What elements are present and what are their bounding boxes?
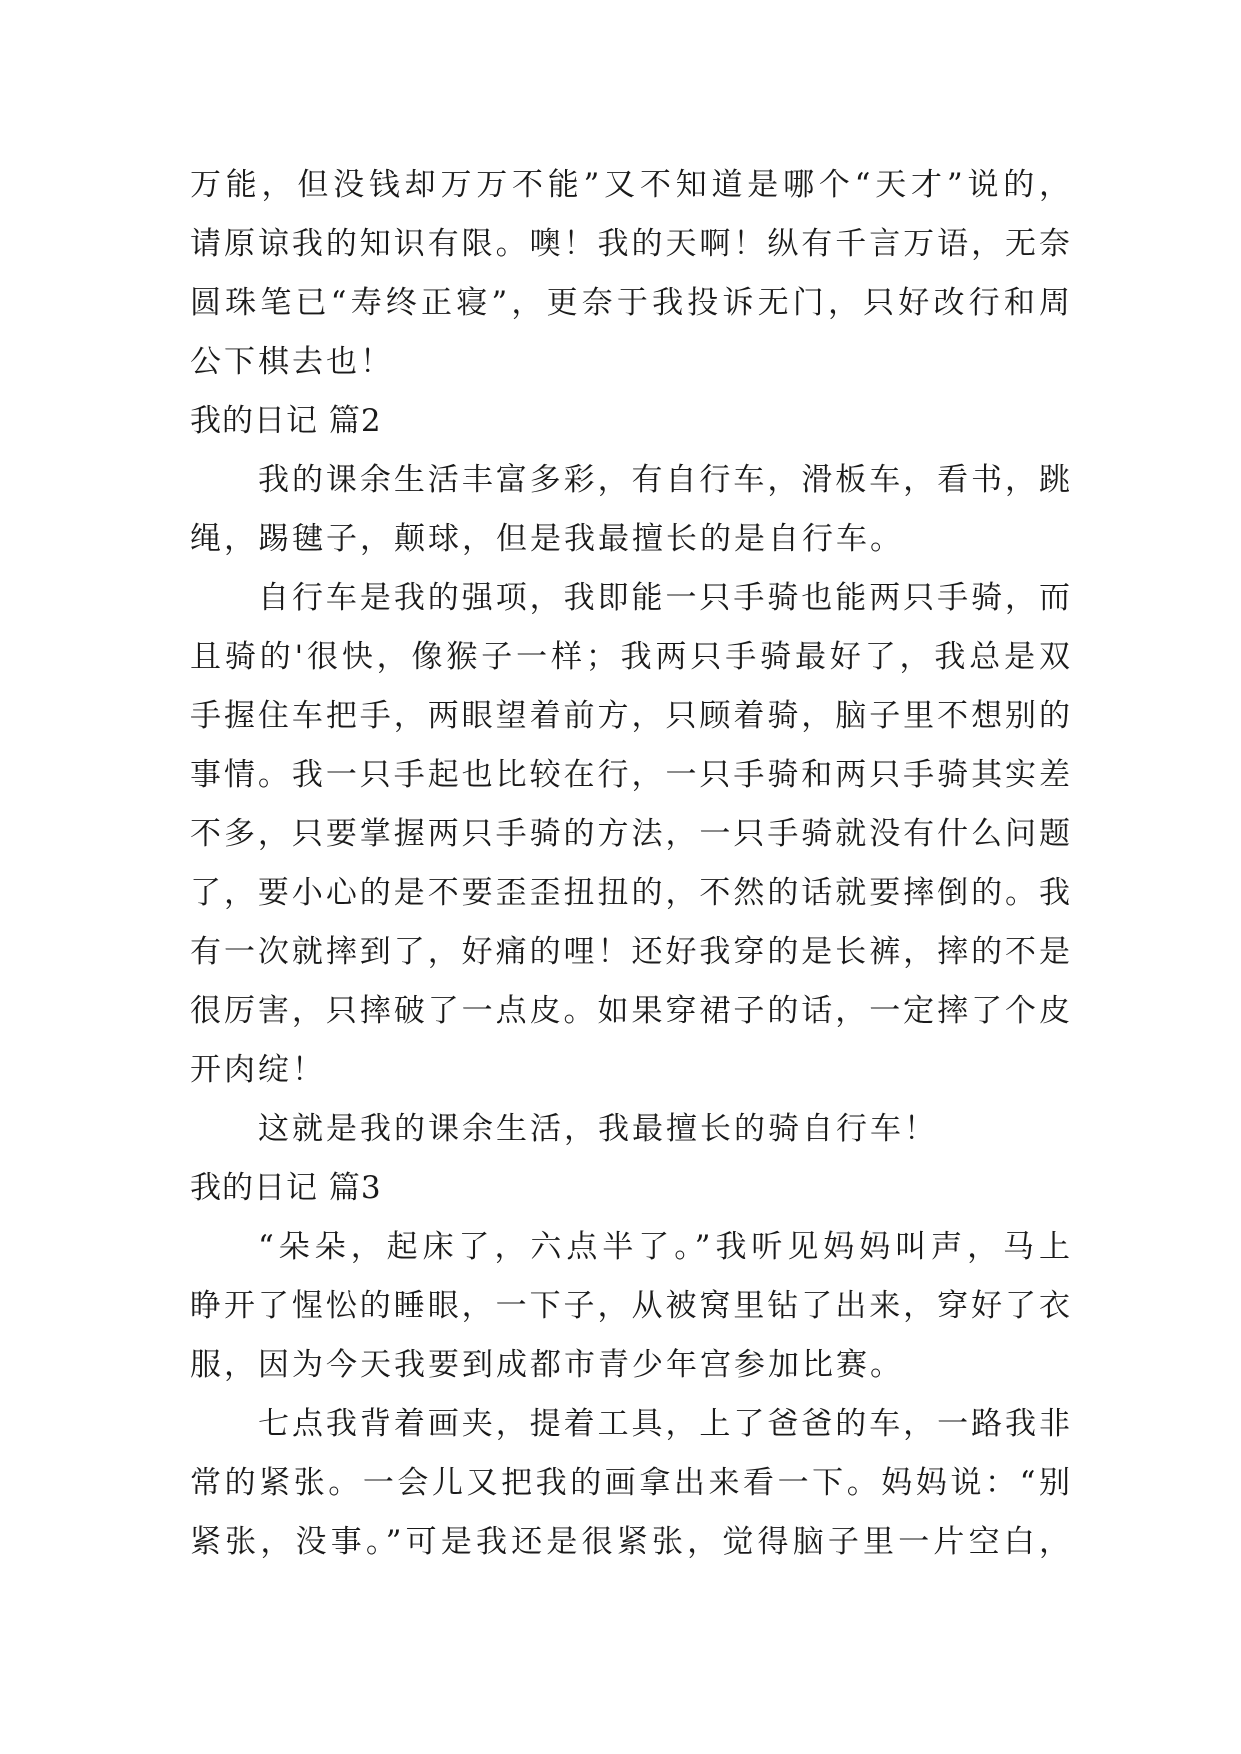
text-line: 我的课余生活丰富多彩，有自行车，滑板车，看书，跳 (258, 462, 1070, 498)
text-line: 很厉害，只摔破了一点皮。如果穿裙子的话，一定摔了个皮 (190, 993, 1070, 1029)
text-line: 七点我背着画夹，提着工具，上了爸爸的车，一路我非 (258, 1406, 1070, 1442)
text-line: 这就是我的课余生活，我最擅长的骑自行车！ (258, 1111, 938, 1147)
text-line: “朵朵，起床了，六点半了。”我听见妈妈叫声，马上 (258, 1229, 1070, 1265)
text-line: 且骑的'很快，像猴子一样；我两只手骑最好了，我总是双 (190, 639, 1070, 675)
text-line: 睁开了惺忪的睡眼，一下子，从被窝里钻了出来，穿好了衣 (190, 1288, 1070, 1324)
text-line: 事情。我一只手起也比较在行，一只手骑和两只手骑其实差 (190, 757, 1070, 793)
document-body (190, 156, 1070, 1572)
section-heading-2: 我的日记 篇2 (190, 403, 382, 439)
text-line: 绳，踢毽子，颠球，但是我最擅长的是自行车。 (190, 521, 904, 557)
text-line: 自行车是我的强项，我即能一只手骑也能两只手骑，而 (258, 580, 1070, 616)
text-line: 开肉绽！ (190, 1052, 326, 1088)
text-line: 不多，只要掌握两只手骑的方法，一只手骑就没有什么问题 (190, 816, 1070, 852)
text-line: 公下棋去也！ (190, 344, 394, 380)
text-line: 请原谅我的知识有限。噢！我的天啊！纵有千言万语，无奈 (190, 226, 1070, 262)
section-heading-3: 我的日记 篇3 (190, 1170, 382, 1206)
text-line: 万能，但没钱却万万不能”又不知道是哪个“天才”说的， (190, 167, 1070, 203)
text-line: 有一次就摔到了，好痛的哩！还好我穿的是长裤，摔的不是 (190, 934, 1070, 970)
text-line: 常的紧张。一会儿又把我的画拿出来看一下。妈妈说：“别 (190, 1465, 1070, 1501)
text-line: 手握住车把手，两眼望着前方，只顾着骑，脑子里不想别的 (190, 698, 1070, 734)
text-line: 紧张，没事。”可是我还是很紧张，觉得脑子里一片空白， (190, 1524, 1070, 1560)
text-line: 了，要小心的是不要歪歪扭扭的，不然的话就要摔倒的。我 (190, 875, 1070, 911)
text-line: 圆珠笔已“寿终正寝”，更奈于我投诉无门，只好改行和周 (190, 285, 1070, 321)
text-line: 服，因为今天我要到成都市青少年宫参加比赛。 (190, 1347, 904, 1383)
